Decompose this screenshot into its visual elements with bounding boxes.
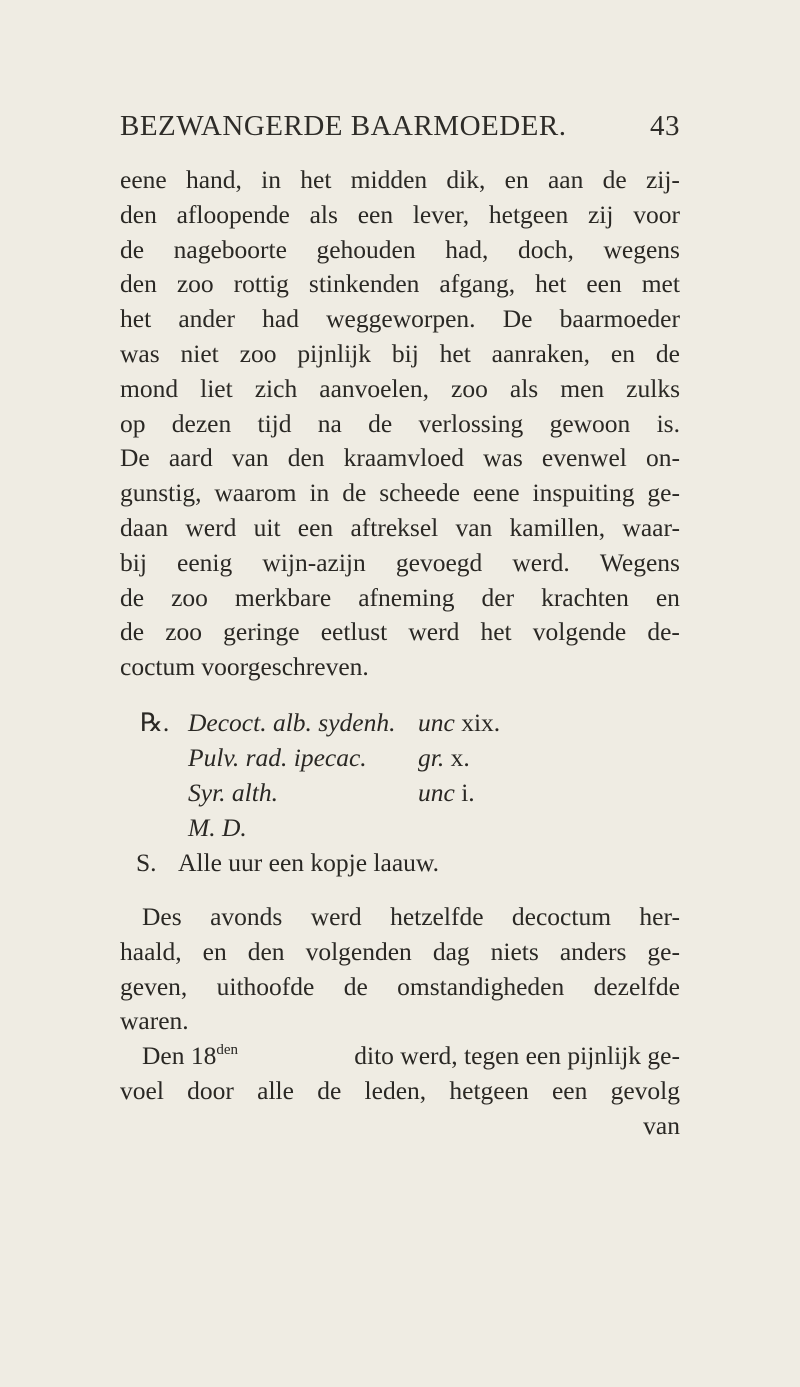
text-line: was niet zoo pijnlijk bij het aanraken, en de bbox=[120, 338, 680, 368]
text-line: bij eenig wijn-azijn gevoegd werd. Wegens bbox=[120, 547, 680, 577]
text-line bbox=[120, 1039, 680, 1074]
text-fragment: Den $18^{den}$ bbox=[142, 1041, 239, 1071]
text-line: waren. bbox=[120, 1006, 189, 1036]
quantity bbox=[418, 775, 475, 810]
prescription bbox=[136, 705, 680, 880]
amount: x. bbox=[450, 743, 470, 772]
text-line: coctum voorgeschreven. bbox=[120, 652, 369, 682]
text-line: haald, en den volgenden dag niets anders ge- bbox=[120, 936, 680, 966]
text-line: daan werd uit een aftreksel van kamillen, waar- bbox=[120, 512, 680, 542]
running-head bbox=[120, 110, 680, 150]
unit: unc bbox=[418, 708, 455, 737]
text-line: de nageboorte gehouden had, doch, wegens bbox=[120, 234, 680, 264]
page-number: 43 bbox=[650, 110, 680, 142]
paragraph-1 bbox=[120, 163, 680, 685]
signa-label: S. bbox=[136, 848, 157, 877]
misce-da: M. D. bbox=[188, 813, 247, 842]
text-line: gunstig, waarom in de scheede eene inspuiting ge- bbox=[120, 478, 680, 508]
text-line: voel door alle de leden, hetgeen een gevolg bbox=[120, 1075, 680, 1105]
running-title: BEZWANGERDE BAARMOEDER. bbox=[120, 110, 567, 142]
ingredient: Pulv. rad. ipecac. bbox=[188, 743, 367, 772]
prescription-item bbox=[140, 740, 680, 775]
text-line: eene hand, in het midden dik, en aan de zij- bbox=[120, 165, 680, 194]
text-line: op dezen tijd na de verlossing gewoon is. bbox=[120, 408, 680, 438]
recipe-symbol: ℞. bbox=[140, 708, 170, 737]
quantity bbox=[418, 740, 470, 775]
amount: xix. bbox=[461, 708, 501, 737]
text-line: de zoo geringe eetlust werd het volgende de- bbox=[120, 617, 680, 647]
paragraph-2 bbox=[120, 900, 680, 1144]
signa-text: Alle uur een kopje laauw. bbox=[178, 848, 440, 877]
unit: gr. bbox=[418, 743, 445, 772]
text-fragment: dito werd, tegen een pijnlijk ge- bbox=[354, 1041, 680, 1071]
catchword: van bbox=[643, 1110, 680, 1140]
ingredient: Decoct. alb. sydenh. bbox=[188, 708, 396, 737]
quantity bbox=[418, 705, 500, 740]
prescription-item bbox=[140, 775, 680, 810]
unit: unc bbox=[418, 778, 455, 807]
text-line: mond liet zich aanvoelen, zoo als men zulks bbox=[120, 373, 680, 403]
text-line: de zoo merkbare afneming der krachten en bbox=[120, 582, 680, 612]
text-line: den zoo rottig stinkenden afgang, het een met bbox=[120, 269, 680, 299]
text-line: geven, uithoofde de omstandigheden dezelfde bbox=[120, 971, 680, 1001]
text-line: den afloopende als een lever, hetgeen zij voor bbox=[120, 199, 680, 229]
amount: i. bbox=[461, 778, 475, 807]
text-line: Des avonds werd hetzelfde decoctum her- bbox=[142, 902, 680, 931]
text-line: De aard van den kraamvloed was evenwel on- bbox=[120, 443, 680, 473]
text-line: het ander had weggeworpen. De baarmoeder bbox=[120, 304, 680, 334]
signa bbox=[136, 845, 680, 880]
prescription-item bbox=[140, 705, 680, 740]
ingredient: Syr. alth. bbox=[188, 778, 278, 807]
